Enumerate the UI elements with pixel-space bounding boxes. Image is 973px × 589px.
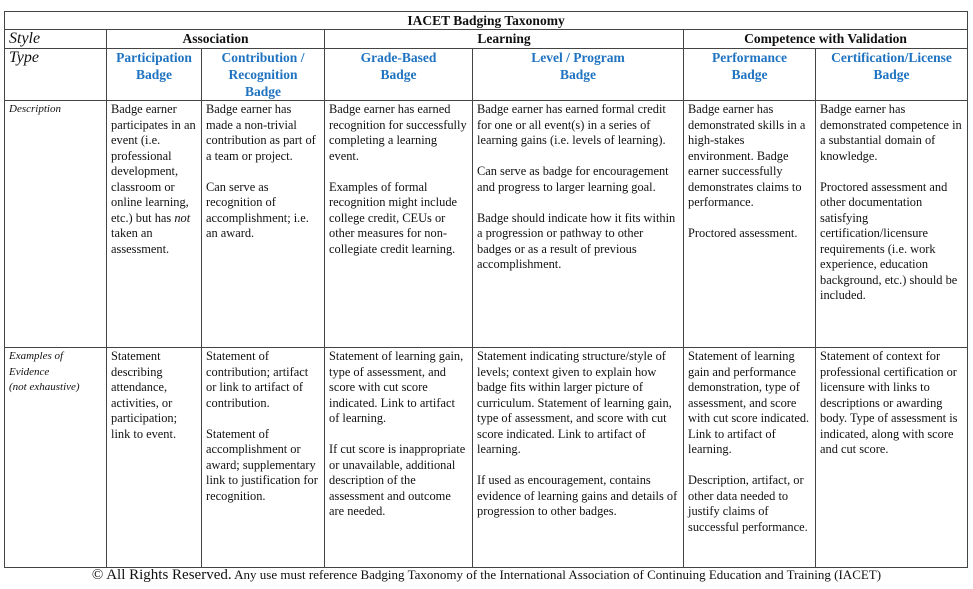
badge-type-line: Grade-Based (360, 50, 437, 65)
description-cell (473, 101, 684, 348)
evidence-cell (202, 348, 325, 568)
paragraph: Can serve as badge for encouragement and progress to larger learning goal. (477, 164, 669, 194)
evidence-cell (684, 348, 816, 568)
paragraph: Badge earner has demonstrated skills in a high-stakes environment. Badge earner successfully demonstrates claims to performance. (688, 102, 806, 209)
badge-type-line: Badge (873, 67, 910, 82)
description-cell (107, 101, 202, 348)
label-line: Evidence (9, 365, 50, 378)
paragraph: Statement of learning gain and performance demonstration, type of assessment, and score with cut score indicated. Link to artifact of learning. (688, 349, 810, 456)
paragraph: Statement of learning gain, type of assessment, and score with cut score indicated. Link to artifact of learning. (329, 349, 464, 425)
badge-type-line: Level / Program (531, 50, 625, 65)
description-text: taken an assessment. (111, 226, 170, 256)
badge-type-line: Badge (244, 84, 281, 99)
badge-type-line: Certification/License (831, 50, 952, 65)
citation-notice: Any use must reference Badging Taxonomy of the International Association of Continuing Education and Training (IACET) (231, 567, 882, 582)
badge-type-line: Participation (116, 50, 192, 65)
row-label-examples (5, 348, 107, 568)
description-cell (816, 101, 968, 348)
paragraph: Badge should indicate how it fits within a progression or pathway to other badges or as a result of previous accomplishment. (477, 210, 676, 271)
paragraph: Can serve as recognition of accomplishment; i.e. an award. (206, 179, 309, 240)
paragraph: Proctored assessment. (688, 226, 798, 240)
badge-type-line: Badge (559, 67, 596, 82)
badge-type-2 (325, 49, 473, 101)
evidence-cell (473, 348, 684, 568)
row-label-type: Type (5, 49, 107, 101)
description-text: Badge earner participates in an event (i.e. professional development, classroom or online learning, etc.) but has (111, 102, 196, 225)
paragraph: Statement of accomplishment or award; supplementary link to justification for recognition. (206, 426, 318, 503)
badge-type-0 (107, 49, 202, 101)
paragraph: Proctored assessment and other documentation satisfying certification/licensure requirements (i.e. work experience, education background, etc.) should be included. (820, 179, 958, 302)
paragraph: Statement of context for professional certification or licensure with links to descriptions or awarding body. Type of assessment is indicated, along with score and cut score. (820, 349, 958, 456)
paragraph: Examples of formal recognition might include college credit, CEUs or other measures for non-collegiate credit learning. (329, 179, 458, 256)
row-label-style: Style (5, 30, 107, 49)
paragraph: Badge earner has demonstrated competence in a substantial domain of knowledge. (820, 102, 962, 163)
badge-type-line: Performance (712, 50, 787, 65)
table-title: IACET Badging Taxonomy (5, 12, 968, 30)
badge-type-line: Badge (731, 67, 768, 82)
paragraph: Badge earner has earned recognition for successfully completing a learning event. (329, 102, 467, 163)
copyright-footer (0, 567, 973, 584)
badging-taxonomy-table (4, 11, 968, 568)
paragraph: Description, artifact, or other data needed to justify claims of successful performance. (688, 473, 808, 534)
style-competence: Competence with Validation (684, 30, 968, 49)
description-cell (325, 101, 473, 348)
badge-type-line: Recognition (228, 67, 298, 82)
badge-type-line: Badge (380, 67, 417, 82)
paragraph: Statement of contribution; artifact or link to artifact of contribution. (206, 349, 309, 410)
style-learning: Learning (325, 30, 684, 49)
paragraph: Statement describing attendance, activities, or participation; link to event. (111, 349, 178, 441)
description-cell (684, 101, 816, 348)
paragraph: If cut score is inappropriate or unavailable, additional description of the assessment and outcome are needed. (329, 442, 466, 518)
paragraph: Badge earner has earned formal credit for one or all event(s) in a series of learning gains (i.e. levels of learning). (477, 102, 666, 147)
badge-type-line: Badge (135, 67, 172, 82)
label-line: Examples of (9, 350, 64, 362)
evidence-cell (816, 348, 968, 568)
row-label-description: Description (5, 101, 107, 348)
badge-type-4 (684, 49, 816, 101)
style-association: Association (107, 30, 325, 49)
description-cell (202, 101, 325, 348)
badge-type-1 (202, 49, 325, 101)
paragraph: Badge earner has made a non-trivial contribution as part of a team or project. (206, 102, 316, 163)
description-emphasis: not (174, 210, 191, 225)
label-line: (not exhaustive) (9, 381, 80, 393)
badge-type-line: Contribution / (221, 50, 305, 65)
badge-type-5 (816, 49, 968, 101)
paragraph: If used as encouragement, contains evidence of learning gains and details of progression to other badges. (477, 473, 678, 518)
paragraph: Statement indicating structure/style of levels; context given to explain how badge fits within larger picture of curriculum. Statement of learning gain, type of assessment, and score with cut score indicated. Link to artifact of learning. (477, 349, 672, 456)
evidence-cell (325, 348, 473, 568)
badge-type-3 (473, 49, 684, 101)
copyright-notice: © All Rights Reserved. (91, 567, 232, 583)
evidence-cell (107, 348, 202, 568)
